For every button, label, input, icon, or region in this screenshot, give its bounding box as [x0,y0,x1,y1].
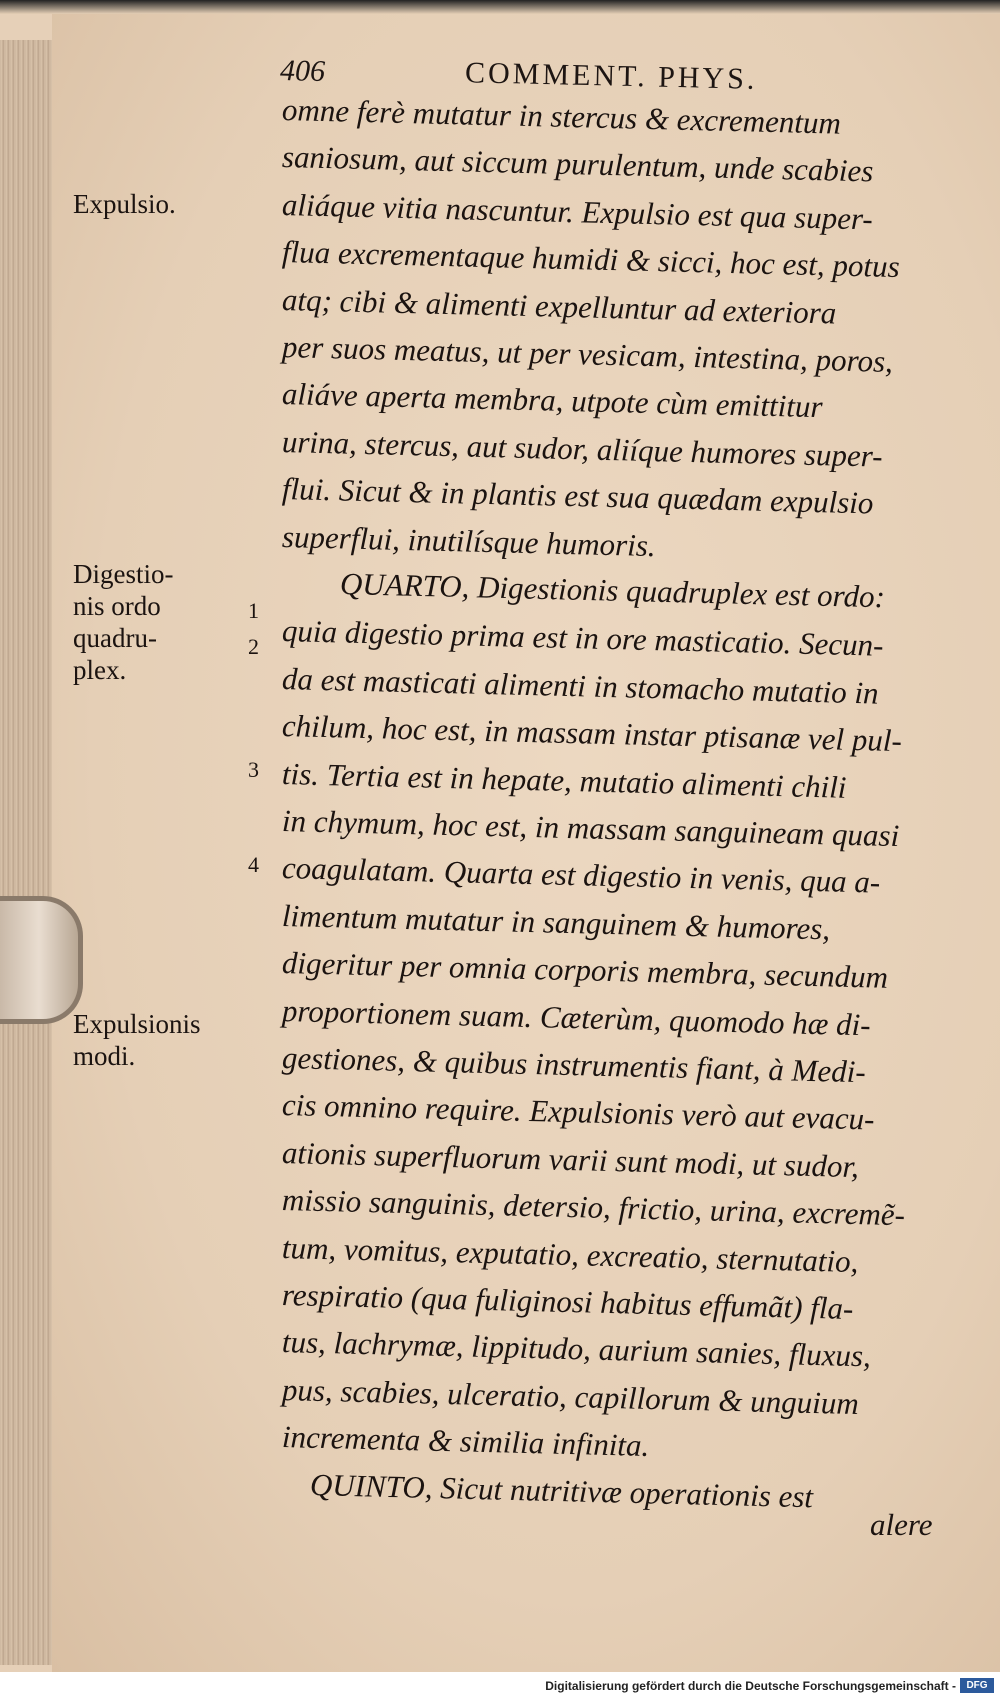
body-line: incrementa & similia infinita. [281,1419,650,1464]
marginal-number-2: 2 [248,634,259,659]
body-line: missio sanguinis, detersio, frictio, urina, excremẽ- [281,1182,906,1233]
body-line: in chymum, hoc est, in massam sanguineam quasi [281,803,900,854]
catchword: alere [870,1507,933,1542]
book-clip [0,896,83,1024]
body-line: superflui, inutilísque humoris. [281,518,657,563]
body-line: tum, vomitus, exputatio, excreatio, sternutatio, [281,1229,859,1279]
marginal-number-4: 4 [248,852,259,877]
body-line: proportionem suam. Cæterùm, quomodo hæ di- [281,992,871,1042]
margin-note-expulsionis: Expulsionis modi. [73,1009,201,1071]
body-line: chilum, hoc est, in massam instar ptisanæ vel pul- [281,708,903,759]
margin-note-digestionis: Digestio- nis ordo quadru- plex. [73,559,174,685]
running-title: COMMENT. PHYS. [464,56,758,96]
body-line: urina, stercus, aut sudor, aliíque humores super- [281,423,883,474]
body-line: flui. Sicut & in plantis est sua quædam expulsio [281,471,874,521]
body-line: respiratio (qua fuliginosi habitus effumãt) fla- [281,1277,854,1326]
body-line: digeritur per omnia corporis membra, secundum [281,945,889,995]
body-line: ationis superfluorum varii sunt modi, ut sudor, [281,1134,860,1184]
dfg-logo: DFG [960,1678,994,1693]
body-line: omne ferè mutatur in stercus & excrementum [281,92,842,141]
body-line: QUARTO, Digestionis quadruplex est ordo: [339,566,886,615]
marginal-number-3: 3 [248,757,259,782]
body-line: tis. Tertia est in hepate, mutatio alimenti chili [281,755,847,805]
body-line: aliáque vitia nascuntur. Expulsio est qua super- [281,186,874,237]
top-shadow [0,0,1000,14]
body-line: QUINTO, Sicut nutritivæ operationis est [309,1466,814,1514]
body-line: cis omnino require. Expulsionis verò aut evacu- [281,1087,875,1137]
body-line: per suos meatus, ut per vesicam, intestina, poros, [281,329,894,379]
margin-note-expulsio: Expulsio. [73,189,176,219]
marginal-number-1: 1 [248,598,259,623]
page-number: 406 [279,54,326,89]
body-line: aliáve aperta membra, utpote cùm emittitur [281,376,823,425]
page-edges [0,40,59,1665]
body-line: limentum mutatur in sanguinem & humores, [281,897,831,947]
body-line: tus, lachrymæ, lippitudo, aurium sanies, fluxus, [281,1324,872,1374]
digitization-footer [0,1672,1000,1701]
body-line: atq; cibi & alimenti expelluntur ad exteriora [281,281,837,331]
body-line: saniosum, aut siccum purulentum, unde scabies [281,139,874,189]
funding-credit: Digitalisierung gefördert durch die Deutsche Forschungsgemeinschaft - [545,1679,956,1693]
body-line: gestiones, & quibus instrumentis fiant, à Medi- [281,1040,867,1090]
body-line: quia digestio prima est in ore masticatio. Secun- [281,613,884,664]
body-line: da est masticati alimenti in stomacho mutatio in [281,660,879,711]
body-line: coagulatam. Quarta est digestio in venis, qua a- [281,850,881,901]
body-line: flua excrementaque humidi & sicci, hoc est, potus [281,234,901,285]
body-line: pus, scabies, ulceratio, capillorum & unguium [281,1371,860,1421]
